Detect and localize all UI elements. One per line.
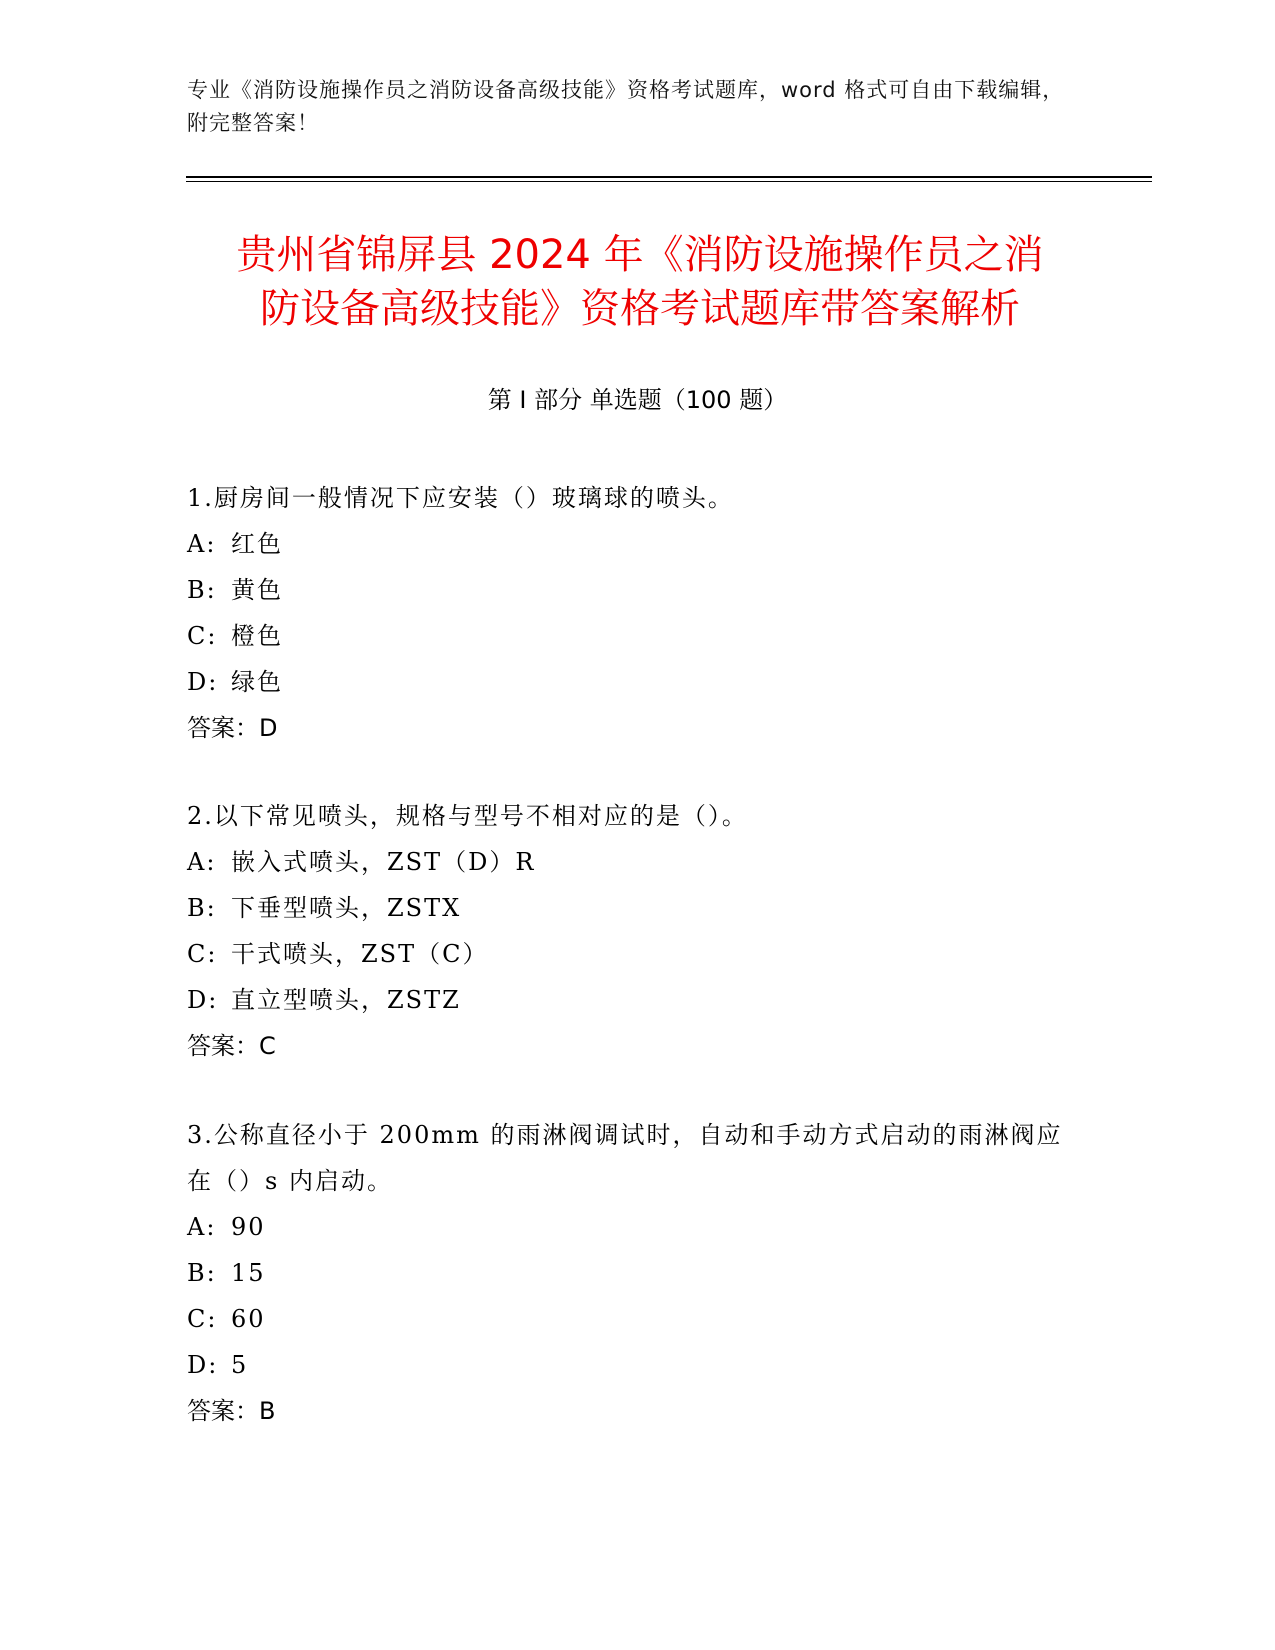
option-text: 绿色 <box>231 668 283 696</box>
answer: 答案：D <box>187 714 278 742</box>
option-text: 15 <box>231 1259 266 1287</box>
answer: 答案：B <box>187 1397 276 1425</box>
option-key: C: <box>187 940 218 968</box>
header-note: 专业《消防设施操作员之消防设备高级技能》资格考试题库，word 格式可自由下载编辑，附完整答案！ <box>187 78 1065 135</box>
option-text: 直立型喷头，ZSTZ <box>231 986 461 1014</box>
answer: 答案：C <box>187 1032 276 1060</box>
option-key: D: <box>187 986 219 1014</box>
question-2 <box>187 793 1067 1069</box>
option-b <box>187 567 1067 613</box>
option-d <box>187 977 1067 1023</box>
document-title-line-1: 贵州省锦屏县 2024 年《消防设施操作员之消 <box>236 232 1044 278</box>
option-text: 橙色 <box>231 622 283 650</box>
header-divider-thin <box>186 181 1152 182</box>
option-c <box>187 931 1067 977</box>
option-d <box>187 659 1067 705</box>
option-key: A: <box>187 848 217 876</box>
option-b <box>187 885 1067 931</box>
question-3 <box>187 1112 1067 1434</box>
option-text: 红色 <box>231 530 283 558</box>
section-heading: 第 I 部分 单选题（100 题） <box>487 386 788 414</box>
option-key: D: <box>187 668 219 696</box>
option-a <box>187 839 1067 885</box>
question-stem: 1.厨房间一般情况下应安装（）玻璃球的喷头。 <box>187 484 734 512</box>
option-text: 黄色 <box>231 576 283 604</box>
option-text: 5 <box>231 1351 249 1379</box>
option-key: C: <box>187 622 218 650</box>
option-key: A: <box>187 530 217 558</box>
header-divider-thick <box>186 176 1152 178</box>
question-stem: 3.公称直径小于 200mm 的雨淋阀调试时，自动和手动方式启动的雨淋阀应在（）s 内启动。 <box>187 1121 1063 1195</box>
question-1 <box>187 475 1067 751</box>
option-key: D: <box>187 1351 219 1379</box>
option-key: B: <box>187 894 217 922</box>
option-key: B: <box>187 1259 217 1287</box>
option-text: 下垂型喷头，ZSTX <box>231 894 462 922</box>
document-title <box>150 228 1130 336</box>
option-a <box>187 1204 1067 1250</box>
option-text: 嵌入式喷头，ZST（D）R <box>231 848 536 876</box>
option-d <box>187 1342 1067 1388</box>
option-text: 90 <box>231 1213 266 1241</box>
option-key: C: <box>187 1305 218 1333</box>
question-stem: 2.以下常见喷头，规格与型号不相对应的是（）。 <box>187 802 748 830</box>
option-b <box>187 1250 1067 1296</box>
document-title-line-2: 防设备高级技能》资格考试题库带答案解析 <box>260 286 1020 332</box>
option-key: A: <box>187 1213 217 1241</box>
option-text: 干式喷头，ZST（C） <box>231 940 489 968</box>
option-key: B: <box>187 576 217 604</box>
option-c <box>187 613 1067 659</box>
option-text: 60 <box>231 1305 266 1333</box>
option-a <box>187 521 1067 567</box>
option-c <box>187 1296 1067 1342</box>
